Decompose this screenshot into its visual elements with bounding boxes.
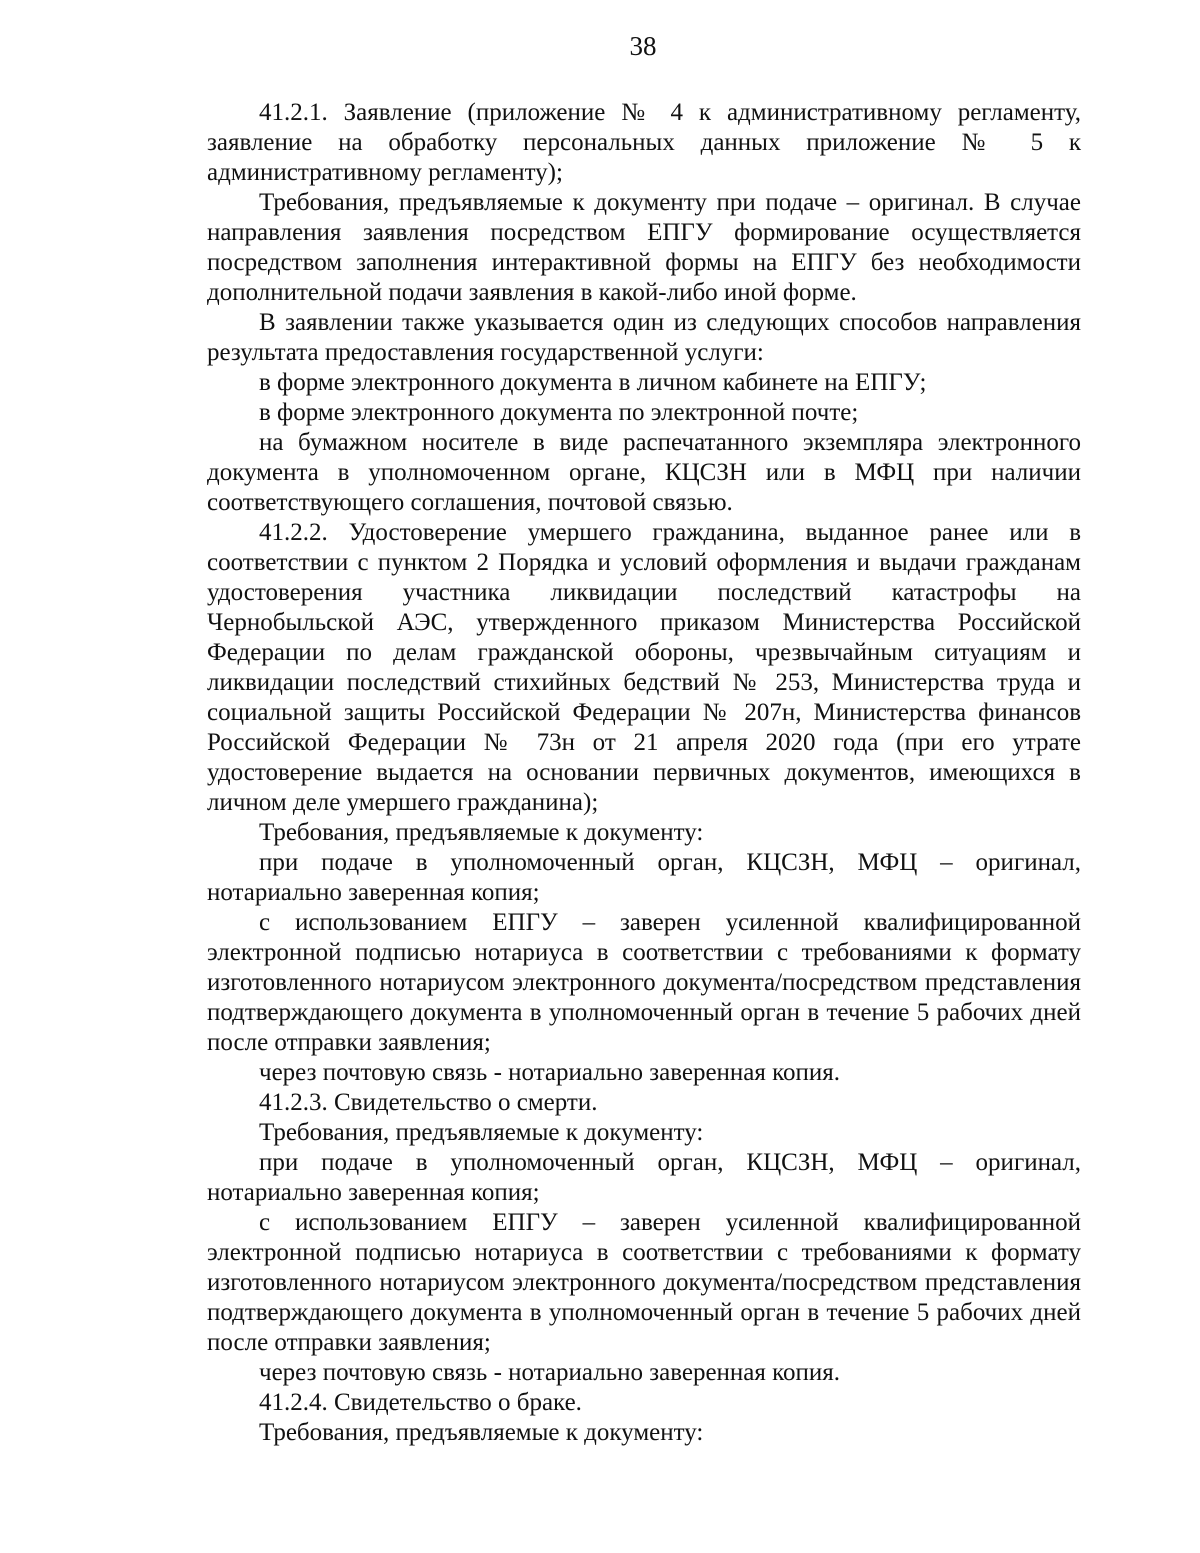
paragraph-method-epgu-cabinet: в форме электронного документа в личном кабинете на ЕПГУ;	[259, 369, 927, 396]
paragraph-submission-epgu: с использованием ЕПГУ – заверен усиленной квалифицированной электронной подписью нотариуса в соответствии с требованиями к формату изготовленного нотариусом электронного документа/посредством представления подтверждающего документа в уполномоченный орган в течение 5 рабочих дней после отправки заявления;	[207, 909, 1081, 1056]
paragraph-submission-post: через почтовую связь - нотариально заверенная копия.	[259, 1059, 841, 1086]
paragraph-requirements-heading: Требования, предъявляемые к документу:	[259, 1419, 704, 1446]
paragraph-method-email: в форме электронного документа по электронной почте;	[259, 399, 859, 426]
paragraph-41-2-1: 41.2.1. Заявление (приложение № 4 к административному регламенту, заявление на обработку персональных данных приложение № 5 к административному регламенту);	[207, 99, 1081, 186]
paragraph-submission-office: при подаче в уполномоченный орган, КЦСЗН, МФЦ – оригинал, нотариально заверенная копия;	[207, 1149, 1081, 1206]
paragraph-submission-epgu: с использованием ЕПГУ – заверен усиленной квалифицированной электронной подписью нотариуса в соответствии с требованиями к формату изготовленного нотариусом электронного документа/посредством представления подтверждающего документа в уполномоченный орган в течение 5 рабочих дней после отправки заявления;	[207, 1209, 1081, 1356]
paragraph-requirements-application: Требования, предъявляемые к документу при подаче – оригинал. В случае направления заявления посредством ЕПГУ формирование осуществляется посредством заполнения интерактивной формы на ЕПГУ без необходимости дополнительной подачи заявления в какой-либо иной форме.	[207, 189, 1081, 306]
paragraph-41-2-3: 41.2.3. Свидетельство о смерти.	[259, 1089, 598, 1116]
paragraph-method-paper: на бумажном носителе в виде распечатанного экземпляра электронного документа в уполномоченном органе, КЦСЗН или в МФЦ при наличии соответствующего соглашения, почтовой связью.	[207, 429, 1081, 516]
paragraph-submission-office: при подаче в уполномоченный орган, КЦСЗН, МФЦ – оригинал, нотариально заверенная копия;	[207, 849, 1081, 906]
paragraph-41-2-2: 41.2.2. Удостоверение умершего гражданина, выданное ранее или в соответствии с пунктом 2 Порядка и условий оформления и выдачи гражданам удостоверения участника ликвидации последствий катастрофы на Чернобыльской АЭС, утвержденного приказом Министерства Российской Федерации по делам гражданской обороны, чрезвычайным ситуациям и ликвидации последствий стихийных бедствий № 253, Министерства труда и социальной защиты Российской Федерации № 207н, Министерства финансов Российской Федерации № 73н от 21 апреля 2020 года (при его утрате удостоверение выдается на основании первичных документов, имеющихся в личном деле умершего гражданина);	[207, 519, 1081, 816]
paragraph-requirements-heading: Требования, предъявляемые к документу:	[259, 819, 704, 846]
paragraph-41-2-4: 41.2.4. Свидетельство о браке.	[259, 1389, 582, 1416]
paragraph-result-methods: В заявлении также указывается один из следующих способов направления результата предоставления государственной услуги:	[207, 309, 1081, 366]
paragraph-submission-post: через почтовую связь - нотариально заверенная копия.	[259, 1359, 841, 1386]
page-number: 38	[629, 31, 657, 61]
paragraph-requirements-heading: Требования, предъявляемые к документу:	[259, 1119, 704, 1146]
document-body	[207, 98, 1081, 1448]
